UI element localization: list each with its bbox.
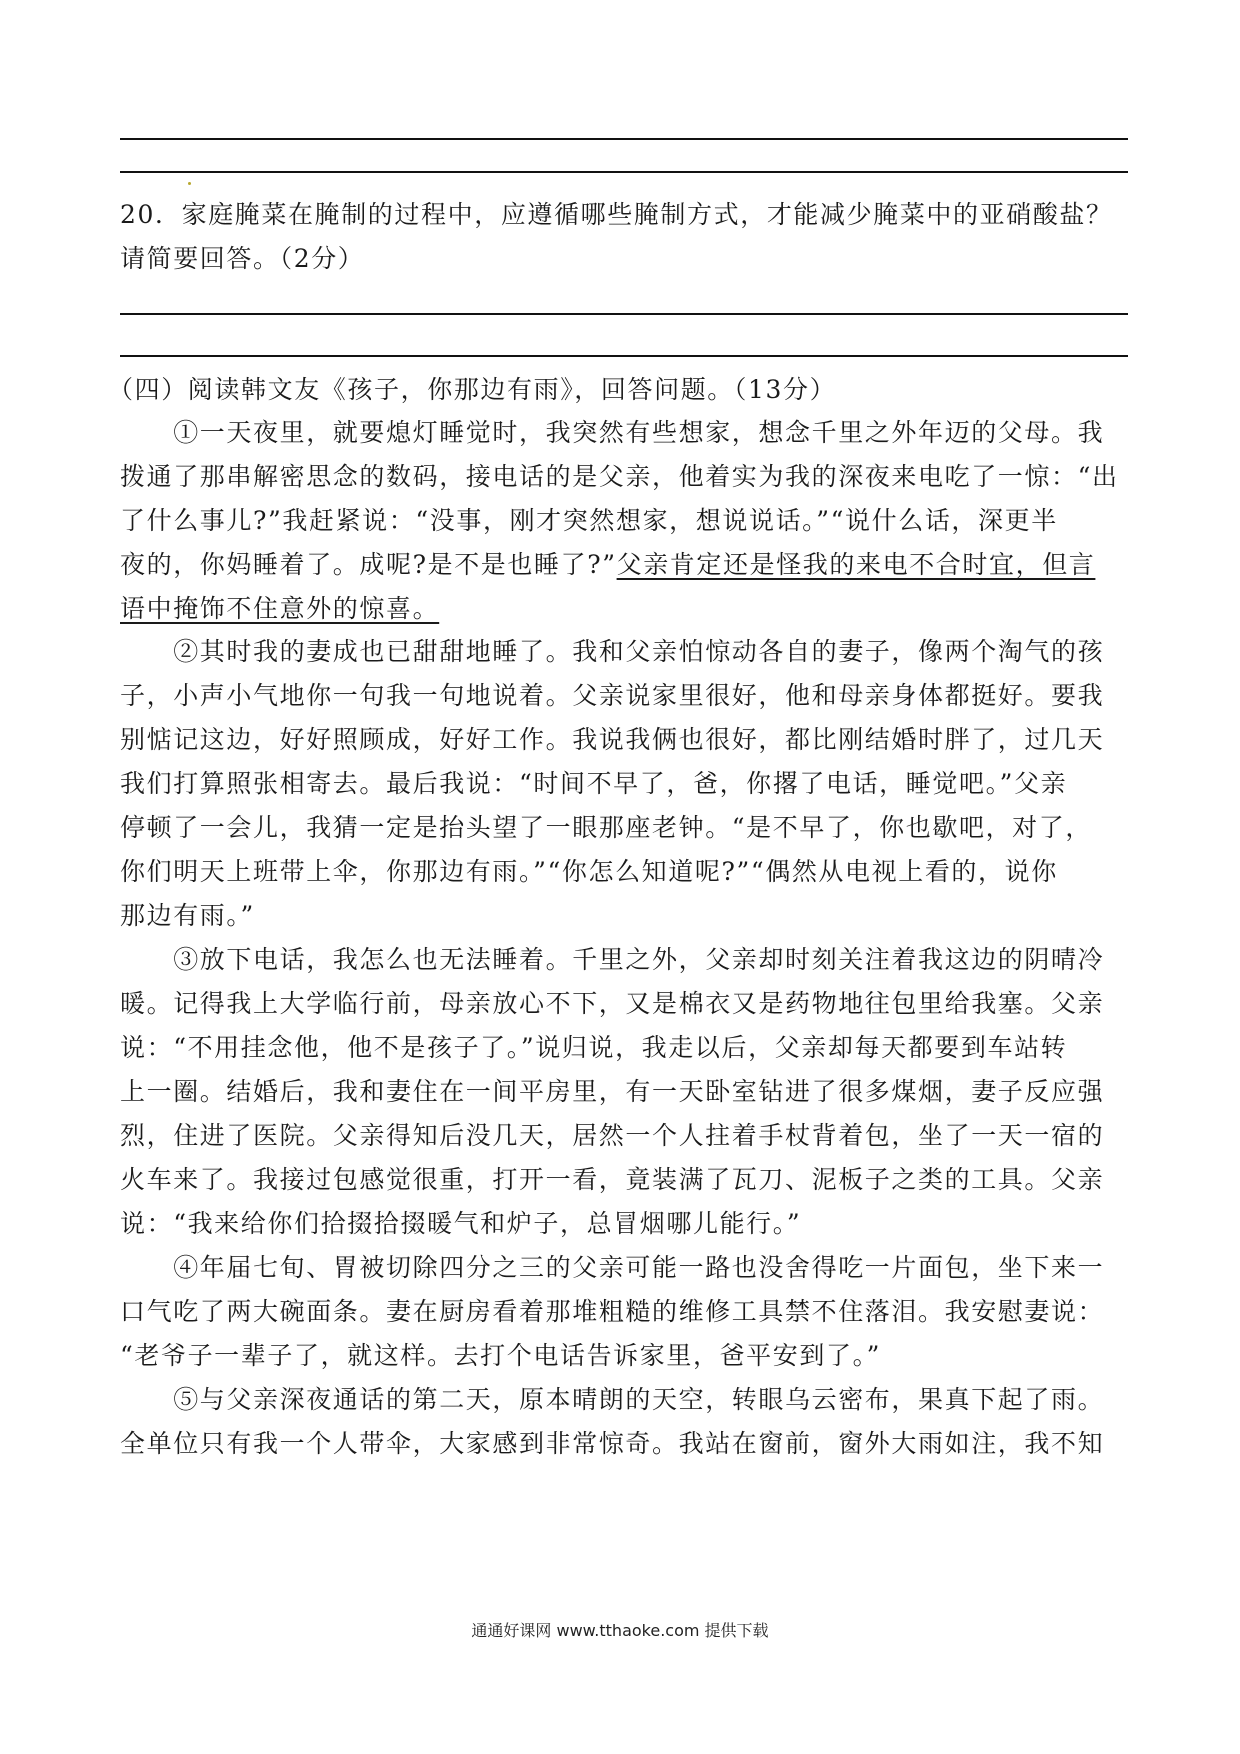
paragraph-1-line: ①一天夜里，就要熄灯睡觉时，我突然有些想家，想念千里之外年迈的父母。我 xyxy=(120,418,1105,447)
paragraph-1-line xyxy=(120,550,1130,580)
paragraph-2-line: 子，小声小气地你一句我一句地说着。父亲说家里很好，他和母亲身体都挺好。要我 xyxy=(120,681,1105,710)
question-20-line-2: 请简要回答。（2分） xyxy=(120,244,365,273)
paragraph-1-line: 了什么事儿?”我赶紧说：“没事，刚才突然想家，想说说话。”“说什么话，深更半 xyxy=(120,506,1058,535)
answer-line xyxy=(120,355,1128,357)
paragraph-3-line: 火车来了。我接过包感觉很重，打开一看，竟装满了瓦刀、泥板子之类的工具。父亲 xyxy=(120,1165,1105,1194)
paragraph-2-line: 停顿了一会儿，我猜一定是抬头望了一眼那座老钟。“是不早了，你也歇吧，对了， xyxy=(120,813,1092,842)
scan-speck xyxy=(188,182,191,185)
paragraph-1-line: 拨通了那串解密思念的数码，接电话的是父亲，他着实为我的深夜来电吃了一惊：“出 xyxy=(120,462,1119,491)
paragraph-2-line: ②其时我的妻成也已甜甜地睡了。我和父亲怕惊动各自的妻子，像两个淘气的孩 xyxy=(120,637,1105,666)
paragraph-2-line: 你们明天上班带上伞，你那边有雨。”“你怎么知道呢?”“偶然从电视上看的，说你 xyxy=(120,857,1058,886)
paragraph-2-line: 那边有雨。” xyxy=(120,901,255,930)
paragraph-3-line: ③放下电话，我怎么也无法睡着。千里之外，父亲却时刻关注着我这边的阴晴冷 xyxy=(120,945,1105,974)
paragraph-3-line: 暖。记得我上大学临行前，母亲放心不下，又是棉衣又是药物地往包里给我塞。父亲 xyxy=(120,989,1105,1018)
paragraph-1-text: 夜的，你妈睡着了。成呢?是不是也睡了?” xyxy=(120,550,617,579)
underlined-sentence: 语中掩饰不住意外的惊喜。 xyxy=(120,594,440,623)
paragraph-3-line: 说：“不用挂念他，他不是孩子了。”说归说，我走以后，父亲却每天都要到车站转 xyxy=(120,1033,1068,1062)
paragraph-4-line: ④年届七旬、胃被切除四分之三的父亲可能一路也没舍得吃一片面包，坐下来一 xyxy=(120,1253,1105,1282)
paragraph-2-line: 我们打算照张相寄去。最后我说：“时间不早了，爸，你撂了电话，睡觉吧。”父亲 xyxy=(120,769,1068,798)
answer-line xyxy=(120,138,1128,140)
paragraph-3-line: 烈，住进了医院。父亲得知后没几天，居然一个人拄着手杖背着包，坐了一天一宿的 xyxy=(120,1121,1105,1150)
paragraph-3-line: 说：“我来给你们拾掇拾掇暖气和炉子，总冒烟哪儿能行。” xyxy=(120,1209,802,1238)
paragraph-5-line: ⑤与父亲深夜通话的第二天，原本晴朗的天空，转眼乌云密布，果真下起了雨。 xyxy=(120,1385,1105,1414)
question-20-line-1: 20．家庭腌菜在腌制的过程中，应遵循哪些腌制方式，才能减少腌菜中的亚硝酸盐？ xyxy=(120,200,1113,229)
answer-line xyxy=(120,313,1128,315)
paragraph-4-line: “老爷子一辈子了，就这样。去打个电话告诉家里，爸平安到了。” xyxy=(120,1341,882,1370)
paragraph-1-line xyxy=(120,594,1130,624)
paragraph-5-line: 全单位只有我一个人带伞，大家感到非常惊奇。我站在窗前，窗外大雨如注，我不知 xyxy=(120,1429,1105,1458)
answer-line xyxy=(120,171,1128,173)
underlined-sentence: 父亲肯定还是怪我的来电不合时宜，但言 xyxy=(616,550,1096,579)
paragraph-4-line: 口气吃了两大碗面条。妻在厨房看着那堆粗糙的维修工具禁不住落泪。我安慰妻说： xyxy=(120,1297,1105,1326)
section-heading: （四）阅读韩文友《孩子，你那边有雨》，回答问题。（13分） xyxy=(108,375,837,404)
paragraph-3-line: 上一圈。结婚后，我和妻住在一间平房里，有一天卧室钻进了很多煤烟，妻子反应强 xyxy=(120,1077,1105,1106)
paragraph-2-line: 别惦记这边，好好照顾成，好好工作。我说我俩也很好，都比刚结婚时胖了，过几天 xyxy=(120,725,1105,754)
page-footer: 通通好课网 www.tthaoke.com 提供下载 xyxy=(471,1621,769,1640)
